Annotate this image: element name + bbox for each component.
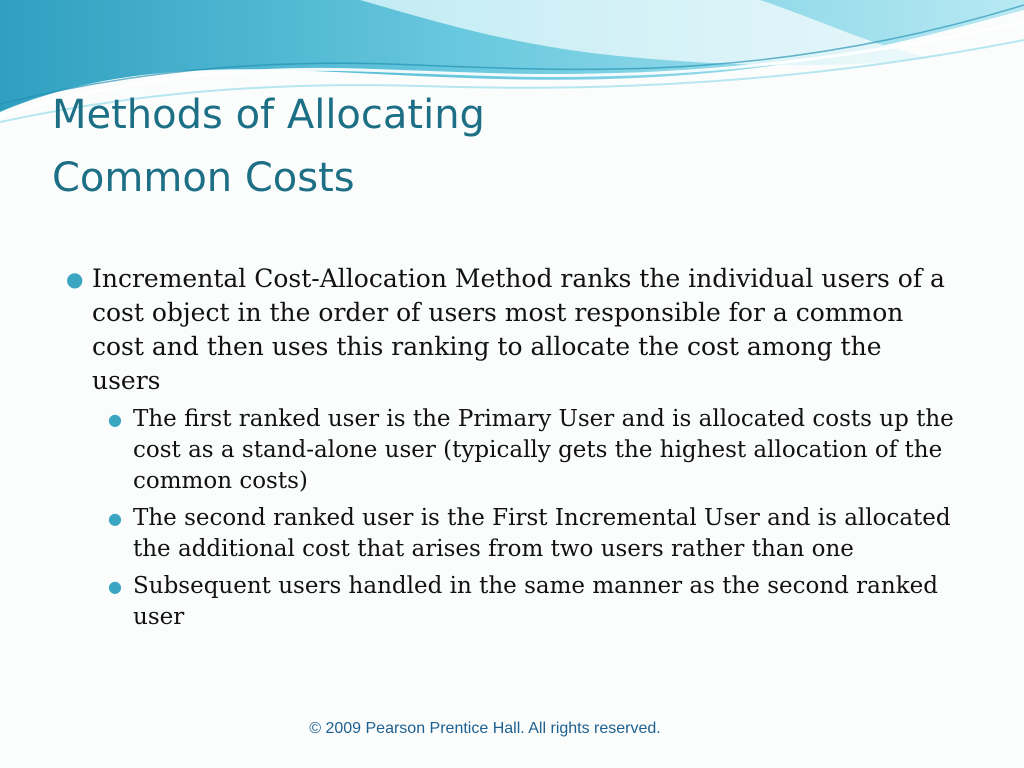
sub-bullet-icon: ● (108, 410, 122, 429)
sub-bullet-icon: ● (108, 509, 122, 528)
sub-bullet-text: The first ranked user is the Primary User and is allocated costs up the cost as a stand-alone user (typically gets the highest allocation of the common costs) (133, 406, 954, 494)
slide-title (52, 84, 952, 210)
sub-bullet-3 (66, 571, 956, 633)
sub-bullet-list (66, 404, 956, 633)
sub-bullet-icon: ● (108, 577, 122, 596)
title-line-1: Methods of Allocating (52, 92, 485, 138)
sub-bullet-1 (66, 404, 956, 497)
bullet-level-1 (66, 262, 956, 398)
title-line-2: Common Costs (52, 155, 355, 201)
sub-bullet-text: Subsequent users handled in the same manner as the second ranked user (133, 573, 938, 630)
sub-bullet-2 (66, 503, 956, 565)
slide-content (66, 262, 956, 633)
copyright-footer: © 2009 Pearson Prentice Hall. All rights reserved. (309, 720, 661, 737)
bullet-text: Incremental Cost-Allocation Method ranks the individual users of a cost object in the order of users most responsible for a common cost and then uses this ranking to allocate the cost among the users (92, 264, 945, 395)
bullet-icon: ● (66, 267, 84, 291)
sub-bullet-text: The second ranked user is the First Incremental User and is allocated the additional cost that arises from two users rather than one (133, 505, 951, 562)
